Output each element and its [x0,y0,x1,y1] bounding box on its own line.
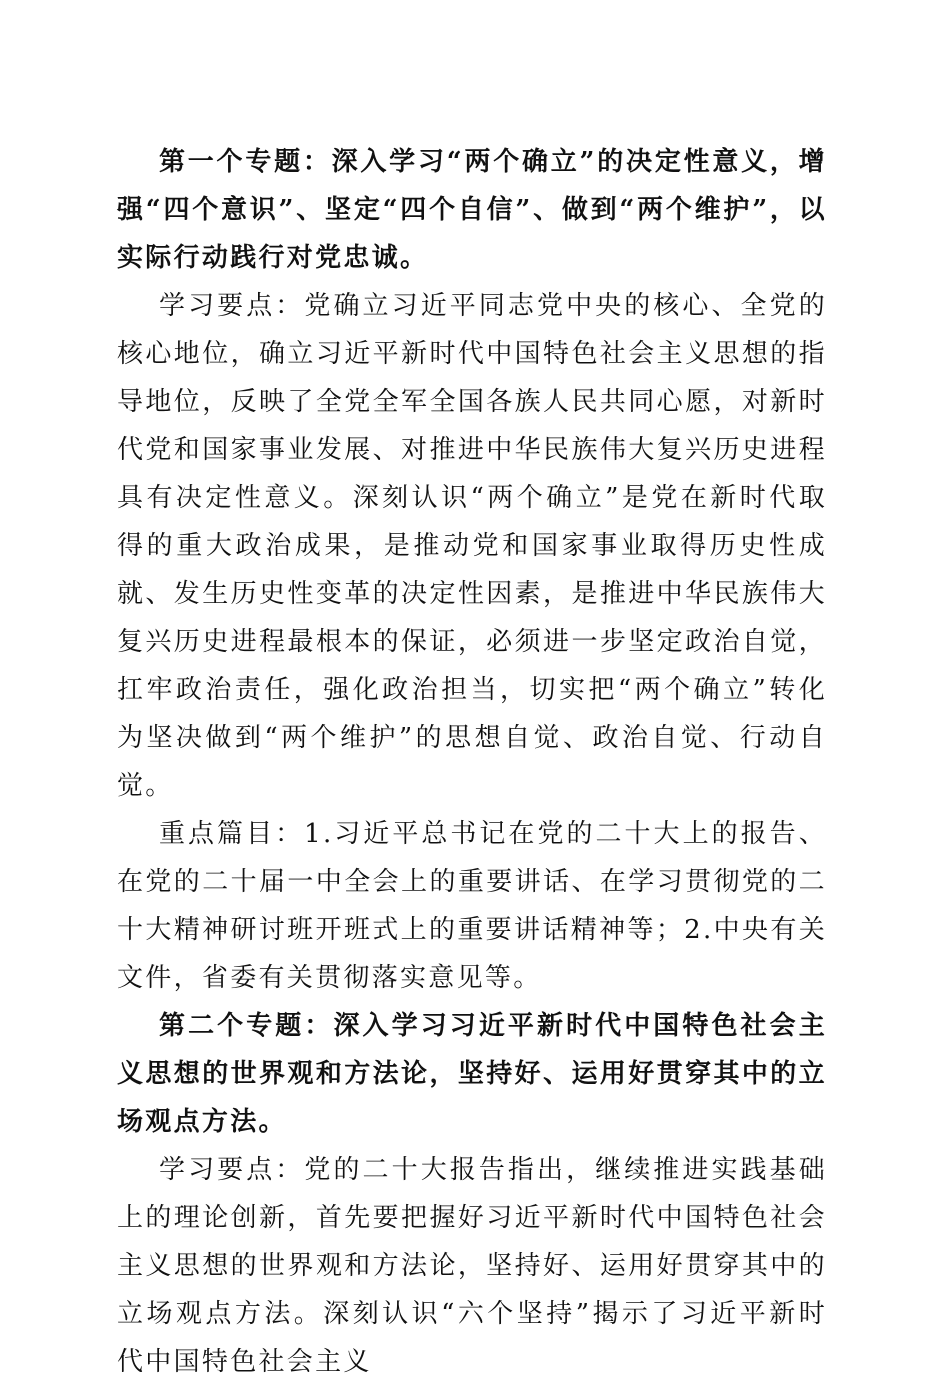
study-points-paragraph-1: 学习要点：党确立习近平同志党中央的核心、全党的核心地位，确立习近平新时代中国特色社会主义思想的指导地位，反映了全党全军全国各族人民共同心愿，对新时代党和国家事业发展、对推进中华民族伟大复兴历史进程具有决定性意义。深刻认识“两个确立”是党在新时代取得的重大政治成果，是推动党和国家事业取得历史性成就、发生历史性变革的决定性因素，是推进中华民族伟大复兴历史进程最根本的保证，必须进一步坚定政治自觉，扛牢政治责任，强化政治担当，切实把“两个确立”转化为坚决做到“两个维护”的思想自觉、政治自觉、行动自觉。 [117,291,827,801]
section-heading-1: 第一个专题：深入学习“两个确立”的决定性意义，增强“四个意识”、坚定“四个自信”、做到“两个维护”，以实际行动践行对党忠诚。 [117,147,827,273]
document-page [117,138,827,1386]
study-points-paragraph-2: 学习要点：党的二十大报告指出，继续推进实践基础上的理论创新，首先要把握好习近平新时代中国特色社会主义思想的世界观和方法论，坚持好、运用好贯穿其中的立场观点方法。深刻认识“六个坚持”揭示了习近平新时代中国特色社会主义 [117,1155,827,1377]
key-readings-paragraph-1: 重点篇目：1.习近平总书记在党的二十大上的报告、在党的二十届一中全会上的重要讲话、在学习贯彻党的二十大精神研讨班开班式上的重要讲话精神等；2.中央有关文件，省委有关贯彻落实意见等。 [117,819,827,993]
section-heading-2: 第二个专题：深入学习习近平新时代中国特色社会主义思想的世界观和方法论，坚持好、运用好贯穿其中的立场观点方法。 [117,1011,827,1137]
